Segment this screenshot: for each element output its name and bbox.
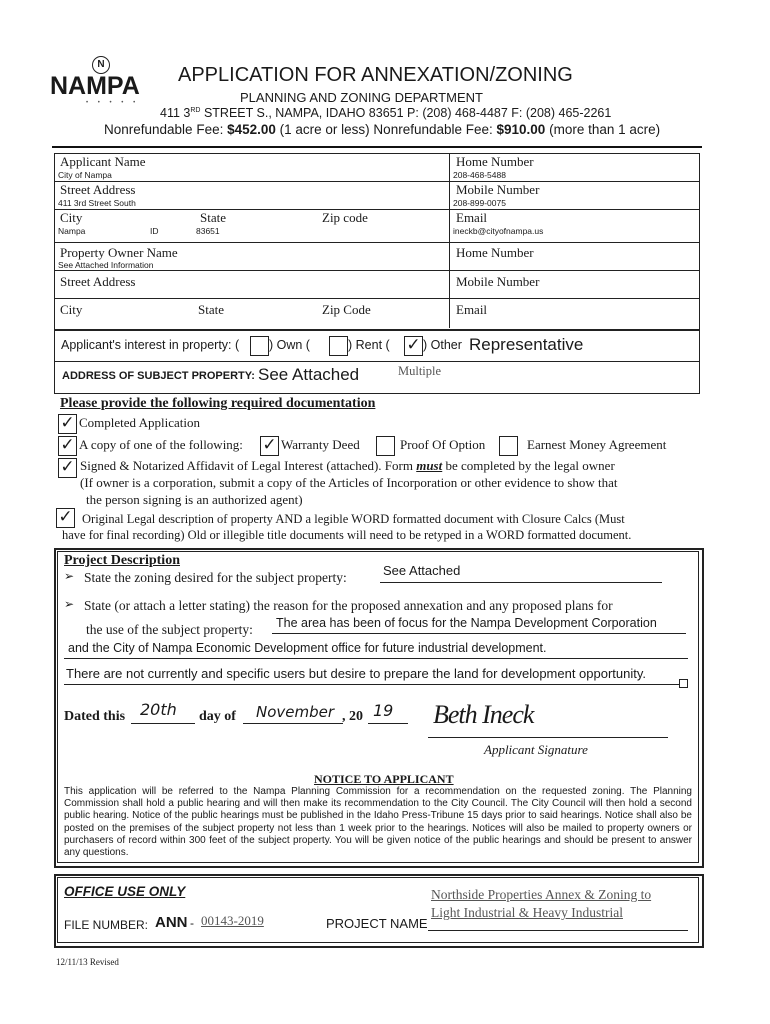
earnest-money-checkbox[interactable] [499, 436, 518, 456]
table-divider [449, 242, 450, 328]
table-divider [54, 209, 700, 210]
applicant-zip-label: Zip code [322, 210, 368, 225]
applicant-zip-field[interactable]: 83651 [196, 226, 220, 236]
table-divider [54, 361, 700, 362]
owner-city-label: City [60, 302, 83, 317]
zoning-answer-field[interactable]: See Attached [383, 563, 461, 578]
subject-property-field[interactable]: See Attached [258, 365, 360, 384]
file-number-separator: - [190, 916, 194, 930]
ownership-doc-checkbox[interactable]: ✓ [58, 436, 77, 456]
owner-zip-label: Zip Code [322, 302, 371, 317]
dated-day-field[interactable]: 20th [140, 700, 177, 719]
warranty-deed-checkbox[interactable]: ✓ [260, 436, 279, 456]
applicant-email-label: Email [456, 210, 488, 225]
applicant-city-field[interactable]: Nampa [58, 226, 86, 236]
applicant-city-label: City [60, 210, 83, 225]
applicant-street-label: Street Address [60, 182, 136, 197]
office-use-heading: OFFICE USE ONLY [64, 884, 186, 899]
reason-question-line-2: the use of the subject property: [86, 622, 253, 637]
year-prefix: , 20 [342, 709, 363, 724]
subject-property-note: Multiple [398, 364, 442, 378]
signature-label: Applicant Signature [484, 742, 588, 757]
day-of-label: day of [199, 709, 236, 724]
file-number-label: FILE NUMBER: [64, 918, 149, 932]
affidavit-line-1: Signed & Notarized Affidavit of Legal Interest (attached). Form must be completed by the legal owner [80, 458, 615, 473]
dated-month-field[interactable]: November [256, 703, 335, 721]
applicant-name-label: Applicant Name [60, 154, 146, 169]
own-label: ) Own ( [269, 338, 310, 352]
applicant-state-field[interactable]: ID [150, 226, 159, 236]
project-name-line-1[interactable]: Northside Properties Annex & Zoning to [431, 887, 652, 902]
notice-text: This application will be referred to the Nampa Planning Commission for a recommendation on the requested zoning. The Planning Commission shall hold a public hearing and will then make its recommendation to the City Council. The City Council will then hold a second public hearing. Notice of the public hearings must be published in the Idaho Press-Tribune 15 days prior to said hearings. Notice shall also be posted on the premises of the subject property not less than 1 week prior to the hearings. Notices will also be mailed to property owners or purchasers of record within 300 feet of the subject property. You will be given notice of the public hearings and should be present to answer any questions. [64, 786, 692, 859]
documentation-heading: Please provide the following required documentation [60, 396, 376, 411]
interest-label: Applicant's interest in property: ( [61, 338, 240, 352]
signature-underline [428, 737, 668, 738]
affidavit-line-3: the person signing is an authorized agent) [86, 492, 303, 507]
answer-underline [272, 633, 686, 634]
other-label: ) Other [423, 338, 462, 352]
warranty-deed-label: Warranty Deed [281, 437, 360, 452]
answer-underline [64, 684, 688, 685]
file-number-field[interactable]: 00143-2019 [201, 913, 264, 928]
reason-answer-line-3[interactable]: There are not currently and specific users but desire to prepare the land for development opportunity. [66, 666, 647, 681]
owner-home-label: Home Number [456, 245, 534, 260]
applicant-state-label: State [200, 210, 226, 225]
ownership-doc-label: A copy of one of the following: [79, 437, 243, 452]
dated-label: Dated this [64, 709, 126, 724]
other-value-field[interactable]: Representative [469, 335, 584, 354]
applicant-name-field[interactable]: City of Nampa [58, 170, 112, 180]
reason-answer-line-1[interactable]: The area has been of focus for the Nampa Development Corporation [276, 616, 657, 630]
bullet-icon: ➢ [64, 597, 75, 611]
legal-description-checkbox[interactable]: ✓ [56, 508, 75, 528]
header-rule [52, 146, 702, 148]
reason-answer-line-2[interactable]: and the City of Nampa Economic Development office for future industrial development. [68, 641, 547, 655]
form-title: APPLICATION FOR ANNEXATION/ZONING [178, 64, 573, 86]
owner-state-label: State [198, 302, 224, 317]
applicant-email-field[interactable]: ineckb@cityofnampa.us [453, 226, 544, 236]
revision-date: 12/11/13 Revised [56, 957, 119, 967]
proof-of-option-checkbox[interactable] [376, 436, 395, 456]
rent-checkbox[interactable] [329, 336, 348, 356]
zoning-question: State the zoning desired for the subject property: [84, 570, 347, 585]
applicant-home-field[interactable]: 208-468-5488 [453, 170, 506, 180]
project-description-heading: Project Description [64, 553, 180, 568]
logo-tagline: • • • • • [86, 100, 140, 106]
proof-of-option-label: Proof Of Option [400, 437, 486, 452]
applicant-mobile-label: Mobile Number [456, 182, 540, 197]
table-divider [54, 298, 700, 299]
project-name-line-2[interactable]: Light Industrial & Heavy Industrial [431, 905, 623, 920]
bullet-icon: ➢ [64, 569, 75, 583]
applicant-signature: Beth Ineck [433, 700, 534, 729]
date-underline [368, 723, 408, 724]
subject-property-label: ADDRESS OF SUBJECT PROPERTY: [62, 370, 255, 382]
owner-street-label: Street Address [60, 274, 136, 289]
owner-email-label: Email [456, 302, 488, 317]
legal-description-line-2: have for final recording) Old or illegible title documents will need to be retyped in a WORD formatted document. [62, 528, 632, 542]
dated-year-field[interactable]: 19 [373, 701, 394, 720]
fee-line: Nonrefundable Fee: $452.00 (1 acre or less) Nonrefundable Fee: $910.00 (more than 1 acre) [104, 122, 661, 137]
resize-handle-icon [679, 679, 688, 688]
completed-application-label: Completed Application [79, 415, 200, 430]
owner-mobile-label: Mobile Number [456, 274, 540, 289]
answer-underline [380, 582, 662, 583]
department-name: PLANNING AND ZONING DEPARTMENT [240, 90, 483, 105]
nampa-logo: NAMPA [50, 72, 140, 100]
table-divider [54, 270, 700, 271]
table-divider [54, 181, 700, 182]
reason-question-line-1: State (or attach a letter stating) the reason for the proposed annexation and any proposed plans for [84, 598, 613, 613]
file-number-prefix: ANN [155, 914, 188, 931]
department-address: 411 3RD STREET S., NAMPA, IDAHO 83651 P: (208) 468-4487 F: (208) 465-2261 [160, 106, 612, 120]
affidavit-checkbox[interactable]: ✓ [58, 458, 77, 478]
logo-mark: N [92, 56, 110, 74]
project-name-label: PROJECT NAME [326, 916, 428, 931]
table-divider [449, 153, 450, 243]
own-checkbox[interactable] [250, 336, 269, 356]
date-underline [131, 723, 195, 724]
legal-description-line-1: Original Legal description of property AND a legible WORD formatted document with Closure Calcs (Must [82, 512, 625, 526]
owner-name-field[interactable]: See Attached Information [58, 260, 154, 270]
other-checkbox[interactable]: ✓ [404, 336, 423, 356]
owner-name-label: Property Owner Name [60, 245, 178, 260]
completed-application-checkbox[interactable]: ✓ [58, 414, 77, 434]
notice-heading: NOTICE TO APPLICANT [314, 772, 454, 786]
affidavit-line-2: (If owner is a corporation, submit a copy of the Articles of Incorporation or other evidence to show that [80, 475, 618, 490]
applicant-street-field[interactable]: 411 3rd Street South [58, 198, 136, 208]
applicant-home-label: Home Number [456, 154, 534, 169]
answer-underline [64, 658, 688, 659]
project-name-underline [428, 930, 688, 931]
earnest-money-label: Earnest Money Agreement [527, 437, 667, 452]
date-underline [243, 723, 343, 724]
rent-label: ) Rent ( [348, 338, 390, 352]
applicant-mobile-field[interactable]: 208-899-0075 [453, 198, 506, 208]
